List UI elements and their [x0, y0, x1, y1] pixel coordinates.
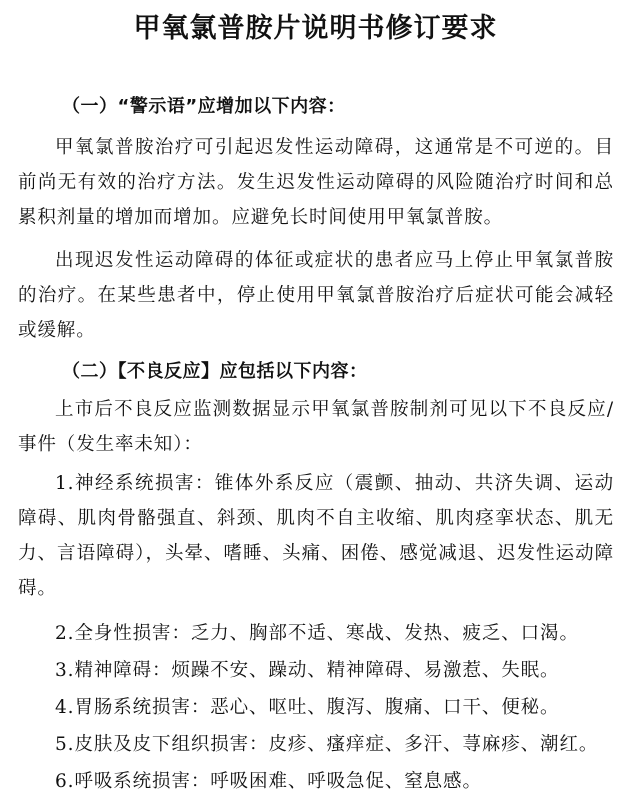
section-heading-warning: （一）“警示语”应增加以下内容： [62, 96, 346, 117]
adverse-reaction-item: 6.呼吸系统损害：呼吸困难、呼吸急促、窒息感。 [55, 771, 482, 792]
document-title: 甲氧氯普胺片说明书修订要求 [133, 13, 498, 44]
adverse-reaction-item: 5.皮肤及皮下组织损害：皮疹、瘙痒症、多汗、荨麻疹、潮红。 [55, 734, 599, 755]
adverse-reaction-item: 4.胃肠系统损害：恶心、呕吐、腹泻、腹痛、口干、便秘。 [55, 697, 560, 718]
adverse-reactions-intro: 上市后不良反应监测数据显示甲氧氯普胺制剂可见以下不良反应/事件（发生率未知）： [18, 399, 614, 455]
adverse-reaction-item: 1.神经系统损害：锥体外系反应（震颤、抽动、共济失调、运动障碍、肌肉骨骼强直、斜颈、肌肉不自主收缩、肌肉痉挛状态、肌无力、言语障碍），头晕、嗜睡、头痛、困倦、感觉减退、迟发性运动障碍。 [18, 473, 614, 599]
warning-paragraph-1: 甲氧氯普胺治疗可引起迟发性运动障碍，这通常是不可逆的。目前尚无有效的治疗方法。发生迟发性运动障碍的风险随治疗时间和总累积剂量的增加而增加。应避免长时间使用甲氧氯普胺。 [18, 137, 614, 228]
adverse-reaction-item: 3.精神障碍：烦躁不安、躁动、精神障碍、易激惹、失眠。 [55, 660, 560, 681]
adverse-reaction-item: 2.全身性损害：乏力、胸部不适、寒战、发热、疲乏、口渴。 [55, 623, 579, 644]
section-heading-adverse-reactions: （二）【不良反应】应包括以下内容： [62, 361, 368, 382]
warning-paragraph-2: 出现迟发性运动障碍的体征或症状的患者应马上停止甲氧氯普胺的治疗。在某些患者中，停止使用甲氧氯普胺治疗后症状可能会减轻或缓解。 [18, 250, 614, 341]
